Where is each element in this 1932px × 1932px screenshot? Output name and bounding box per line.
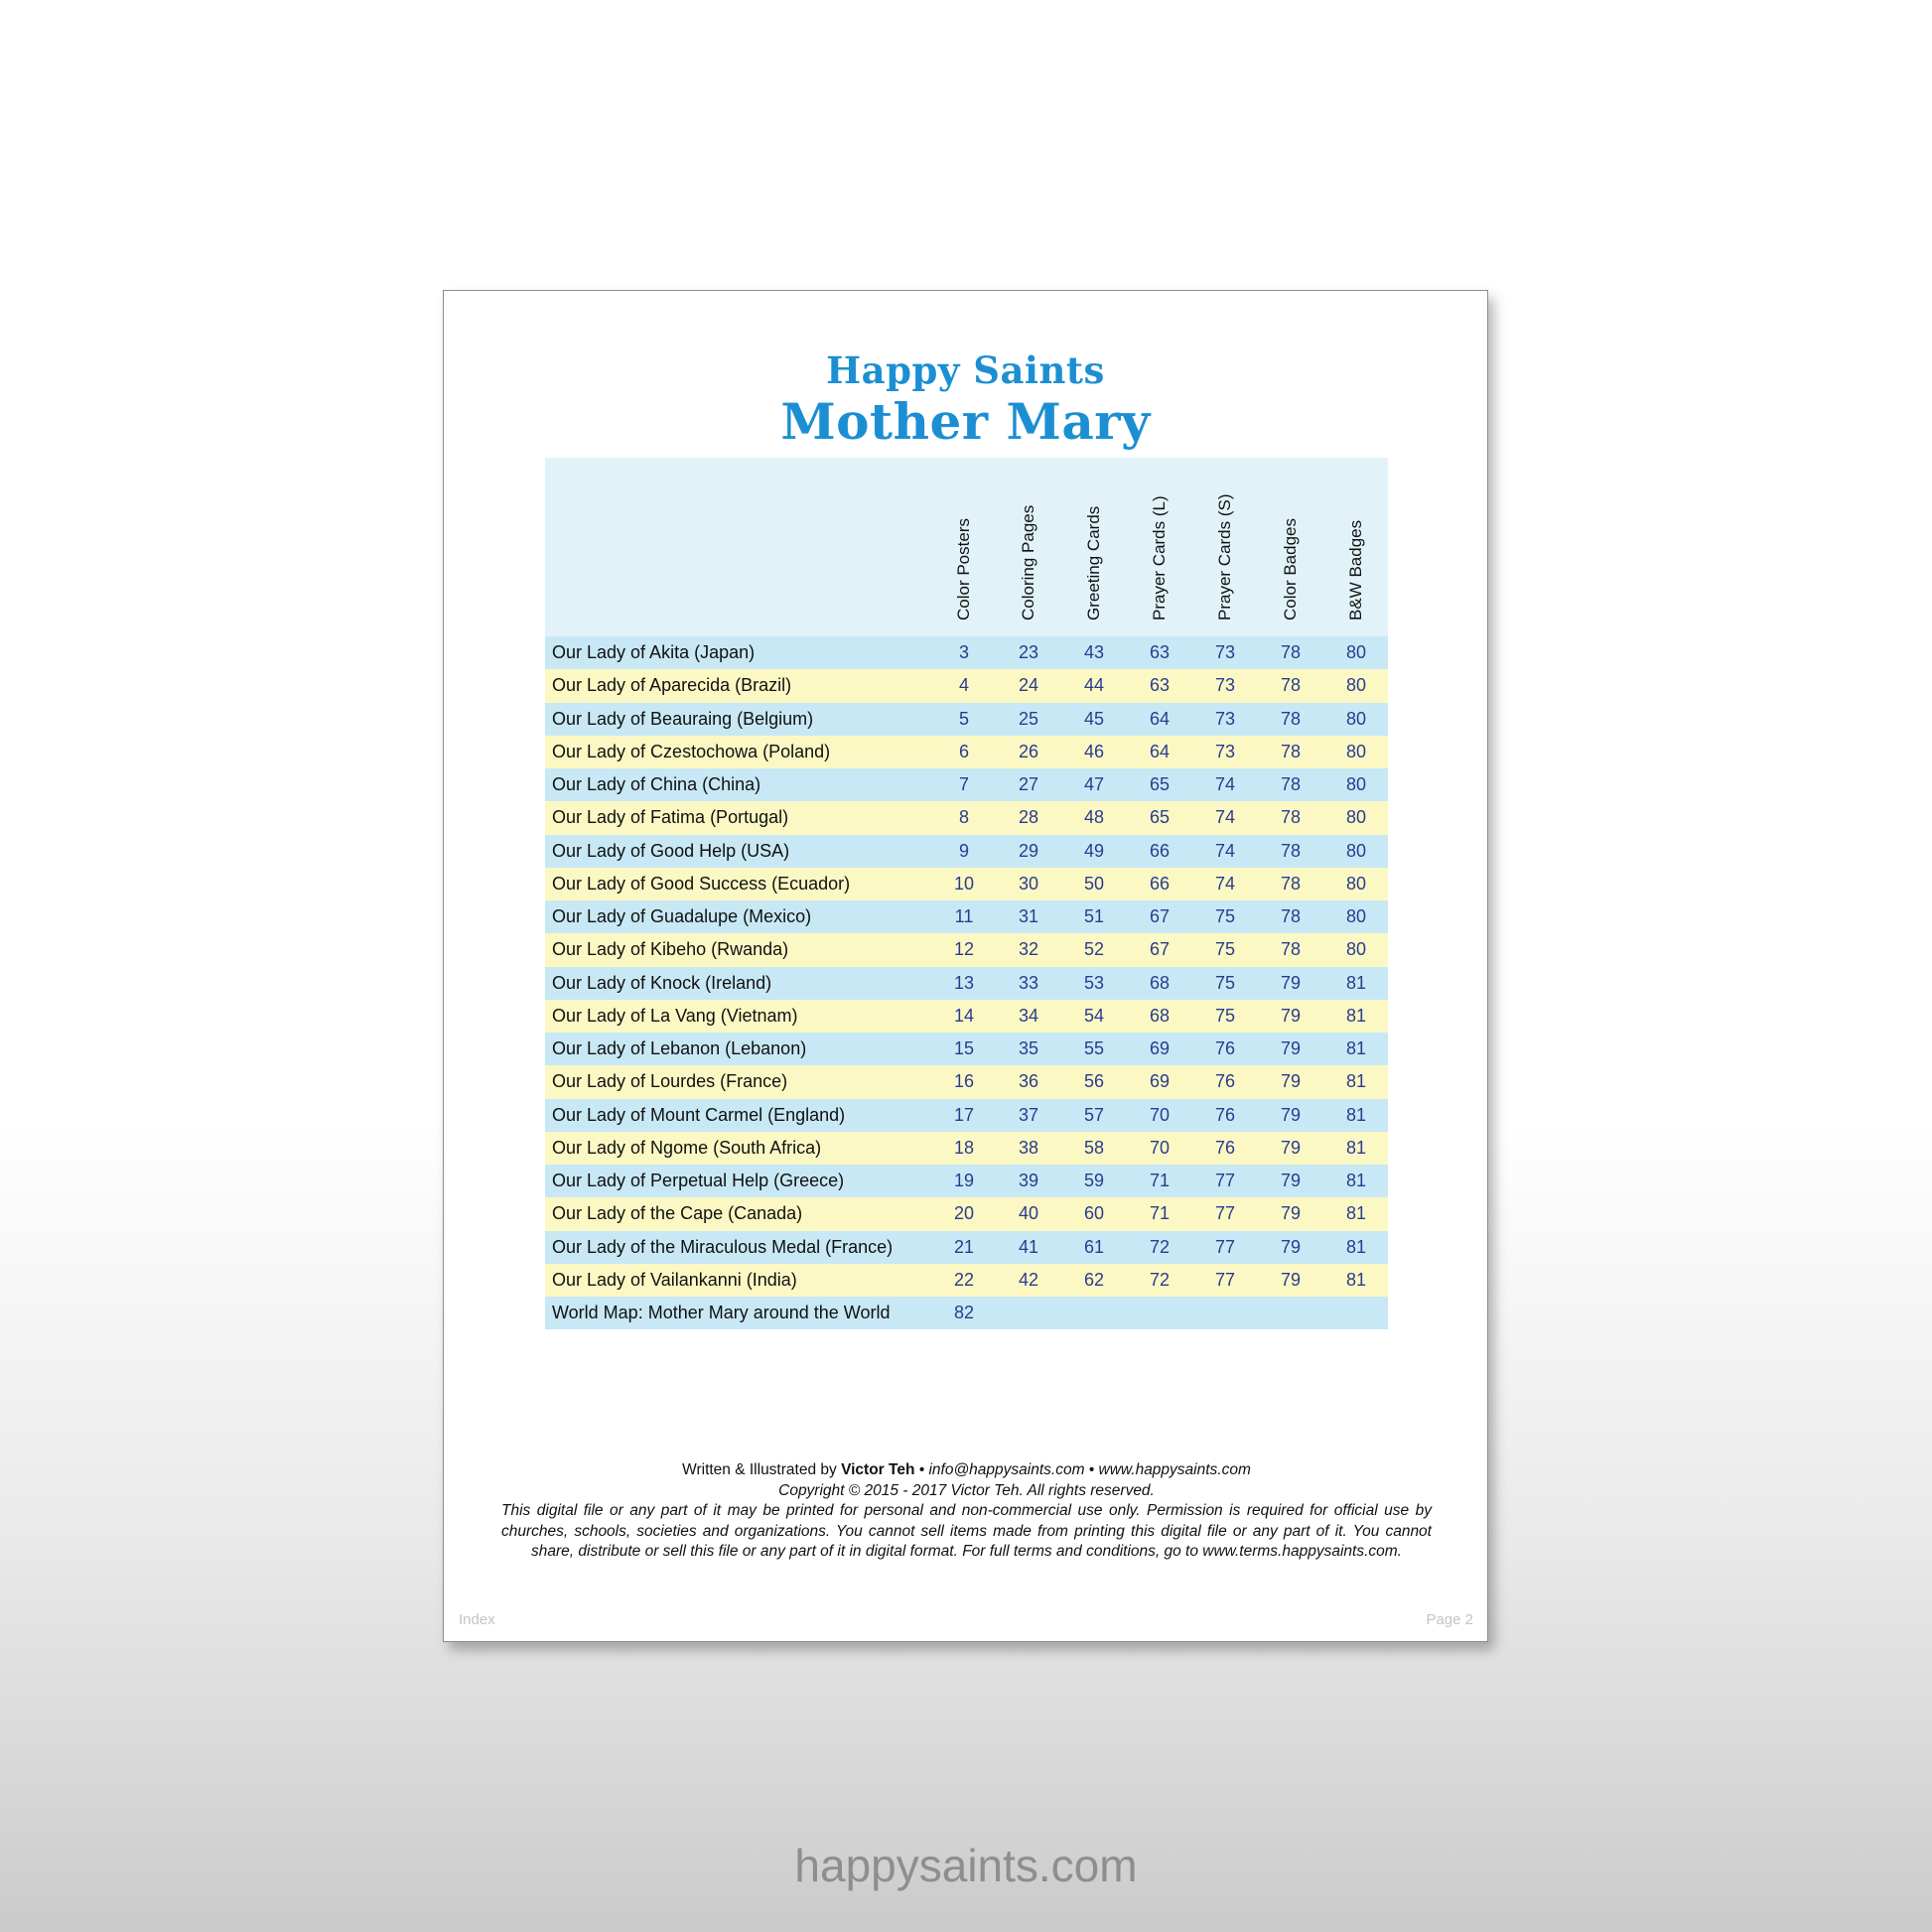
page-number-cell: 80	[1345, 873, 1367, 894]
page-number-cell: 65	[1149, 774, 1171, 794]
table-row	[545, 967, 1388, 1000]
page-number-cell: 34	[1018, 1005, 1039, 1026]
page-number-cell: 46	[1083, 741, 1105, 761]
table-row	[545, 868, 1388, 900]
page-number-cell: 30	[1018, 873, 1039, 894]
row-title: Our Lady of China (China)	[552, 774, 761, 794]
terms-paragraph: This digital file or any part of it may be printed for personal and non-commercial use only. Permission is required for official use by churches, schools, societies and organizations. You cannot sell items made from printing this digital file or any part of it. You cannot share, distribute or sell this file or any part of it in digital format. For full terms and conditions, go to www.terms.happysaints.com.	[501, 1502, 1432, 1560]
row-title: Our Lady of Guadalupe (Mexico)	[552, 906, 812, 926]
page-number-cell: 74	[1214, 774, 1236, 794]
page-number-cell: 77	[1214, 1171, 1236, 1190]
row-title: Our Lady of Vailankanni (India)	[552, 1269, 797, 1290]
page-number-cell: 67	[1149, 906, 1171, 926]
table-row	[545, 801, 1388, 834]
page-number-cell: 19	[953, 1171, 975, 1190]
page-number-cell: 78	[1280, 840, 1302, 861]
page-number-cell: 80	[1345, 774, 1367, 794]
row-title: Our Lady of La Vang (Vietnam)	[552, 1005, 798, 1026]
page-number-cell: 18	[953, 1137, 975, 1158]
table-row	[545, 1000, 1388, 1033]
table-row	[545, 1197, 1388, 1230]
page-number-cell: 68	[1149, 1005, 1171, 1026]
page-number-cell: 69	[1149, 1071, 1171, 1092]
page-number-cell: 36	[1018, 1071, 1039, 1092]
page-number-cell: 68	[1149, 972, 1171, 993]
page-number-cell: 74	[1214, 840, 1236, 861]
page-number-cell: 39	[1018, 1171, 1039, 1190]
column-header: Color Posters	[954, 518, 973, 621]
page-number-cell: 28	[1018, 807, 1039, 828]
page-number-cell: 79	[1280, 1038, 1302, 1058]
page-number-cell: 15	[953, 1038, 975, 1058]
table-row	[545, 768, 1388, 801]
page-number-cell: 78	[1280, 675, 1302, 696]
page-number-cell: 79	[1280, 1171, 1302, 1190]
page-number-cell: 78	[1280, 642, 1302, 662]
page-number-cell: 69	[1149, 1038, 1171, 1058]
page-number-cell: 42	[1018, 1269, 1039, 1290]
page-number-cell: 73	[1214, 642, 1236, 662]
page-number-cell: 7	[958, 774, 969, 794]
row-title: Our Lady of Perpetual Help (Greece)	[552, 1171, 845, 1190]
table-row	[545, 1264, 1388, 1297]
page-number-cell: 33	[1018, 972, 1039, 993]
page-number-cell: 51	[1083, 906, 1105, 926]
table-row	[545, 1297, 1388, 1329]
table-row	[545, 636, 1388, 669]
page-number-cell: 73	[1214, 708, 1236, 729]
page-number-cell: 77	[1214, 1203, 1236, 1224]
table-row	[545, 1099, 1388, 1132]
page-number-cell: 62	[1083, 1269, 1105, 1290]
page-number-cell: 22	[953, 1269, 975, 1290]
row-title: Our Lady of Ngome (South Africa)	[552, 1137, 822, 1158]
page-number-cell: 79	[1280, 1137, 1302, 1158]
column-header: Greeting Cards	[1084, 505, 1103, 621]
page-number-cell: 20	[953, 1203, 975, 1224]
page-number-cell: 81	[1345, 1236, 1367, 1257]
page-number-cell: 31	[1018, 906, 1039, 926]
page-number-cell: 76	[1214, 1071, 1236, 1092]
page-number-cell: 80	[1345, 642, 1367, 662]
page-number-cell: 14	[953, 1005, 975, 1026]
page-number-cell: 24	[1018, 675, 1039, 696]
page-number-cell: 40	[1018, 1203, 1039, 1224]
page-number-cell: 27	[1018, 774, 1039, 794]
page-number-cell: 82	[953, 1303, 975, 1322]
page-number-cell: 16	[953, 1071, 975, 1092]
page-number-cell: 64	[1149, 741, 1171, 761]
page-number-cell: 54	[1083, 1005, 1105, 1026]
page-number-cell: 4	[958, 675, 969, 696]
page-number-cell: 71	[1149, 1203, 1171, 1224]
row-title: Our Lady of the Miraculous Medal (France)	[552, 1236, 894, 1257]
page-number-cell: 78	[1280, 708, 1302, 729]
page-number-cell: 50	[1083, 873, 1105, 894]
table-row	[545, 703, 1388, 736]
page-number-cell: 66	[1149, 840, 1171, 861]
table-row	[545, 900, 1388, 933]
page-number-cell: 79	[1280, 1269, 1302, 1290]
page-number-cell: 80	[1345, 906, 1367, 926]
page-number-cell: 59	[1083, 1171, 1105, 1190]
page-number-cell: 76	[1214, 1104, 1236, 1125]
page-number-cell: 79	[1280, 1071, 1302, 1092]
brand-watermark: happysaints.com	[794, 1840, 1138, 1891]
row-title: Our Lady of Fatima (Portugal)	[552, 807, 789, 828]
page-number-cell: 77	[1214, 1269, 1236, 1290]
table-header	[545, 458, 1388, 636]
page-number-cell: 8	[958, 807, 969, 828]
page-number-cell: 56	[1083, 1071, 1105, 1092]
page-number-cell: 35	[1018, 1038, 1039, 1058]
row-title: Our Lady of Lebanon (Lebanon)	[552, 1038, 807, 1058]
page-number-cell: 76	[1214, 1137, 1236, 1158]
page-number-cell: 80	[1345, 675, 1367, 696]
table-row	[545, 1132, 1388, 1165]
page-number-cell: 43	[1083, 642, 1105, 662]
page-number-cell: 26	[1018, 741, 1039, 761]
page-number-cell: 52	[1083, 939, 1105, 960]
page-number-cell: 63	[1149, 675, 1171, 696]
row-title: Our Lady of the Cape (Canada)	[552, 1203, 803, 1224]
column-header: Prayer Cards (L)	[1150, 495, 1169, 621]
page-number-cell: 72	[1149, 1269, 1171, 1290]
row-title: Our Lady of Czestochowa (Poland)	[552, 741, 831, 761]
row-title: Our Lady of Lourdes (France)	[552, 1071, 788, 1092]
index-table	[545, 458, 1388, 1329]
page-number-cell: 3	[958, 642, 969, 662]
page-number-cell: 10	[953, 873, 975, 894]
footer	[501, 1460, 1432, 1563]
page-number-cell: 81	[1345, 1203, 1367, 1224]
page-number-cell: 72	[1149, 1236, 1171, 1257]
page-number-cell: 81	[1345, 1104, 1367, 1125]
page-number-cell: 81	[1345, 1137, 1367, 1158]
page-number-cell: 78	[1280, 906, 1302, 926]
page-number-cell: 13	[953, 972, 975, 993]
page-number-cell: 79	[1280, 1203, 1302, 1224]
page-number-cell: 11	[954, 906, 974, 926]
page-number-cell: 78	[1280, 774, 1302, 794]
table-row	[545, 1065, 1388, 1098]
table-row	[545, 933, 1388, 966]
table-row	[545, 1231, 1388, 1264]
page-number-cell: 74	[1214, 807, 1236, 828]
contact-info: • info@happysaints.com • www.happysaints.com	[914, 1461, 1251, 1478]
page-number-cell: 57	[1083, 1104, 1105, 1125]
page-number-cell: 53	[1083, 972, 1105, 993]
table-body	[545, 636, 1388, 1329]
page-number-cell: 12	[953, 939, 975, 960]
page-number-cell: 79	[1280, 1236, 1302, 1257]
table-row	[545, 736, 1388, 768]
row-title: Our Lady of Akita (Japan)	[552, 642, 756, 662]
book-title: Mother Mary	[780, 392, 1151, 451]
page-number-cell: 79	[1280, 1104, 1302, 1125]
page-number-cell: 61	[1083, 1236, 1105, 1257]
page-number-cell: 75	[1214, 939, 1236, 960]
page-number-cell: 38	[1018, 1137, 1039, 1158]
page-number-cell: 73	[1214, 741, 1236, 761]
table-row	[545, 835, 1388, 868]
page-number-cell: 79	[1280, 1005, 1302, 1026]
page-number-cell: 21	[953, 1236, 975, 1257]
page-number-cell: 80	[1345, 708, 1367, 729]
written-prefix: Written & Illustrated by	[682, 1461, 842, 1478]
table-row	[545, 1165, 1388, 1197]
page-number-cell: 77	[1214, 1236, 1236, 1257]
page-number-cell: 37	[1018, 1104, 1039, 1125]
page-number-cell: 23	[1018, 642, 1039, 662]
page-number-cell: 73	[1214, 675, 1236, 696]
copyright-line: Copyright © 2015 - 2017 Victor Teh. All rights reserved.	[778, 1481, 1155, 1499]
author-name: Victor Teh	[841, 1461, 915, 1478]
page-number-cell: 49	[1083, 840, 1105, 861]
page-number-cell: 41	[1018, 1236, 1039, 1257]
page-number-cell: 81	[1345, 1171, 1367, 1190]
page-number-cell: 45	[1083, 708, 1105, 729]
page-number-cell: 81	[1345, 1071, 1367, 1092]
page-number-cell: 76	[1214, 1038, 1236, 1058]
row-title: World Map: Mother Mary around the World	[552, 1303, 891, 1322]
page-number-cell: 80	[1345, 939, 1367, 960]
page-number-cell: 47	[1083, 774, 1105, 794]
table-row	[545, 1033, 1388, 1065]
page-number-cell: 17	[953, 1104, 975, 1125]
page-number-cell: 48	[1083, 807, 1105, 828]
page-number-cell: 58	[1083, 1137, 1105, 1158]
page-number-cell: 78	[1280, 939, 1302, 960]
page-number-cell: 6	[958, 741, 969, 761]
page-number-cell: 29	[1018, 840, 1039, 861]
series-title: Happy Saints	[826, 348, 1105, 392]
row-title: Our Lady of Kibeho (Rwanda)	[552, 939, 789, 960]
page-number-cell: 9	[958, 840, 969, 861]
page-number-cell: 67	[1149, 939, 1171, 960]
page-number-cell: 81	[1345, 972, 1367, 993]
row-title: Our Lady of Good Success (Ecuador)	[552, 873, 851, 894]
column-header: Color Badges	[1281, 517, 1300, 621]
page-number-cell: 71	[1149, 1171, 1171, 1190]
page-number-cell: 79	[1280, 972, 1302, 993]
page-number-cell: 74	[1214, 873, 1236, 894]
page-number-cell: 78	[1280, 741, 1302, 761]
row-title: Our Lady of Aparecida (Brazil)	[552, 675, 792, 696]
page-number-cell: 80	[1345, 840, 1367, 861]
page-number-cell: 75	[1214, 906, 1236, 926]
page-number-cell: 60	[1083, 1203, 1105, 1224]
page-number-cell: 70	[1149, 1137, 1171, 1158]
page-number-cell: 44	[1083, 675, 1105, 696]
page-number-cell: 55	[1083, 1038, 1105, 1058]
column-header: B&W Badges	[1346, 519, 1365, 621]
row-title: Our Lady of Good Help (USA)	[552, 840, 790, 861]
page-number-cell: 78	[1280, 807, 1302, 828]
page-number-cell: 80	[1345, 807, 1367, 828]
page-number-cell: 5	[958, 708, 969, 729]
page-number-cell: 75	[1214, 1005, 1236, 1026]
row-title: Our Lady of Mount Carmel (England)	[552, 1104, 846, 1125]
page-number: Page 2	[1426, 1611, 1473, 1628]
page-number-cell: 25	[1018, 708, 1039, 729]
row-title: Our Lady of Knock (Ireland)	[552, 972, 772, 993]
table-row	[545, 669, 1388, 702]
column-header: Prayer Cards (S)	[1215, 493, 1234, 621]
page-number-cell: 63	[1149, 642, 1171, 662]
page-number-cell: 78	[1280, 873, 1302, 894]
page-number-cell: 66	[1149, 873, 1171, 894]
credits-line	[501, 1460, 1432, 1481]
page-number-cell: 81	[1345, 1038, 1367, 1058]
page-number-cell: 81	[1345, 1269, 1367, 1290]
document-page	[443, 290, 1488, 1642]
page-number-cell: 32	[1018, 939, 1039, 960]
row-title: Our Lady of Beauraing (Belgium)	[552, 708, 814, 729]
column-header: Coloring Pages	[1019, 504, 1037, 621]
page-number-cell: 65	[1149, 807, 1171, 828]
page-number-cell: 75	[1214, 972, 1236, 993]
section-label: Index	[459, 1611, 495, 1628]
page-number-cell: 80	[1345, 741, 1367, 761]
page-number-cell: 81	[1345, 1005, 1367, 1026]
page-number-cell: 64	[1149, 708, 1171, 729]
page-number-cell: 70	[1149, 1104, 1171, 1125]
